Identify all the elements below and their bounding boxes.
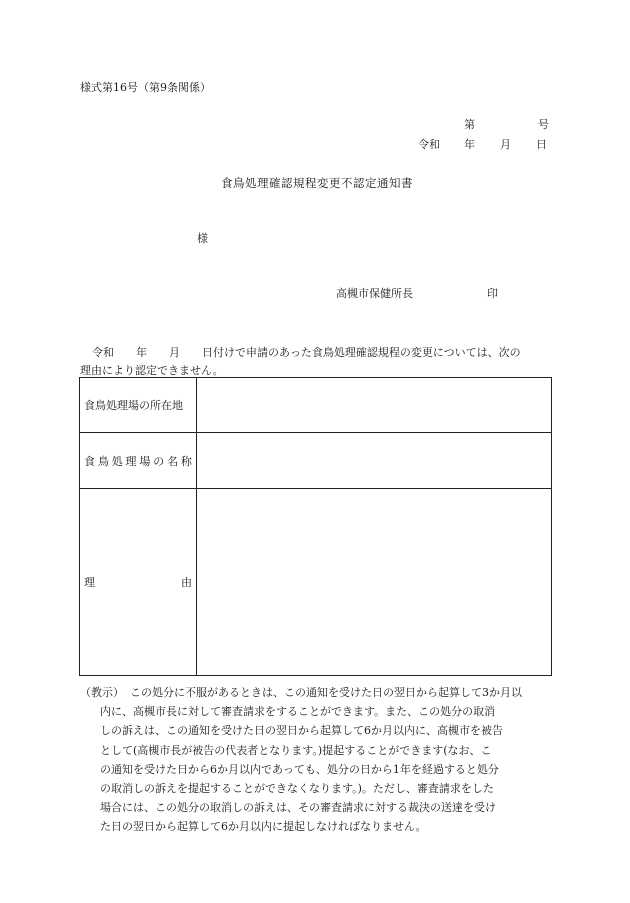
name-value [197,433,552,489]
document-title: 食鳥処理確認規程変更不認定通知書 [221,176,413,190]
notice-line: として(高槻市長が被告の代表者となります。)提起することができます(なお、こ [100,743,492,757]
reason-label [80,489,197,676]
notice-section [80,683,552,837]
name-label [80,433,197,489]
document-number-prefix: 第 [464,118,475,131]
notice-line: 内に、高槻市長に対して審査請求をすることができます。また、この処分の取消 [100,705,496,719]
notice-line: の取消しの訴えを提起することができなくなります。)。ただし、審査請求をした [100,782,494,796]
table-row [80,489,552,676]
location-label: 食鳥処理場の所在地 [80,378,197,433]
notice-line: た日の翌日から起算して6か月以内に提起しなければなりません。 [100,820,427,834]
name-label-char: 名 [167,454,179,468]
reason-value [197,489,552,676]
document-number-suffix: 号 [538,118,549,131]
name-label-char: 称 [180,454,192,468]
form-number: 様式第16号（第9条関係） [80,81,211,94]
name-label-char: 食 [84,454,95,468]
info-table [79,377,552,676]
name-label-char: 鳥 [97,454,109,468]
notice-line: の通知を受けた日から6か月以内であっても、処分の日から1年を経過すると処分 [100,762,499,776]
name-label-char: 処 [111,454,123,468]
date-era: 令和 [418,138,440,151]
date-month: 月 [500,138,511,151]
notice-head: （教示） [80,686,124,699]
body-text-rest: 日付けで申請のあった食鳥処理確認規程の変更については、次の [202,346,521,359]
name-label-char: の [153,454,165,468]
reason-label-char: 由 [181,576,192,589]
notice-line: 場合には、この処分の取消しの訴えは、その審査請求に対する裁決の送達を受け [100,801,496,815]
body-era: 令和 [92,346,114,359]
addressee-suffix: 様 [197,232,208,245]
date-year: 年 [464,138,475,151]
body-month: 月 [169,346,180,359]
notice-line: （教示） この処分に不服があるときは、この通知を受けた日の翌日から起算して3か月以 [80,686,522,699]
body-year: 年 [136,346,147,359]
name-label-char: 場 [139,454,151,468]
table-row [80,378,552,433]
date-day: 日 [536,138,547,151]
body-text-line2: 理由により認定できません。 [80,364,224,377]
table-row [80,433,552,489]
notice-body [100,702,552,836]
seal-mark: 印 [487,287,498,300]
notice-line: しの訴えは、この通知を受けた日の翌日から起算して6か月以内に、高槻市を被告 [100,724,503,738]
sender-name: 高槻市保健所長 [336,287,413,300]
body-paragraph [80,344,550,380]
name-label-char: 理 [125,454,137,468]
location-value [197,378,552,433]
reason-label-char: 理 [84,576,95,589]
